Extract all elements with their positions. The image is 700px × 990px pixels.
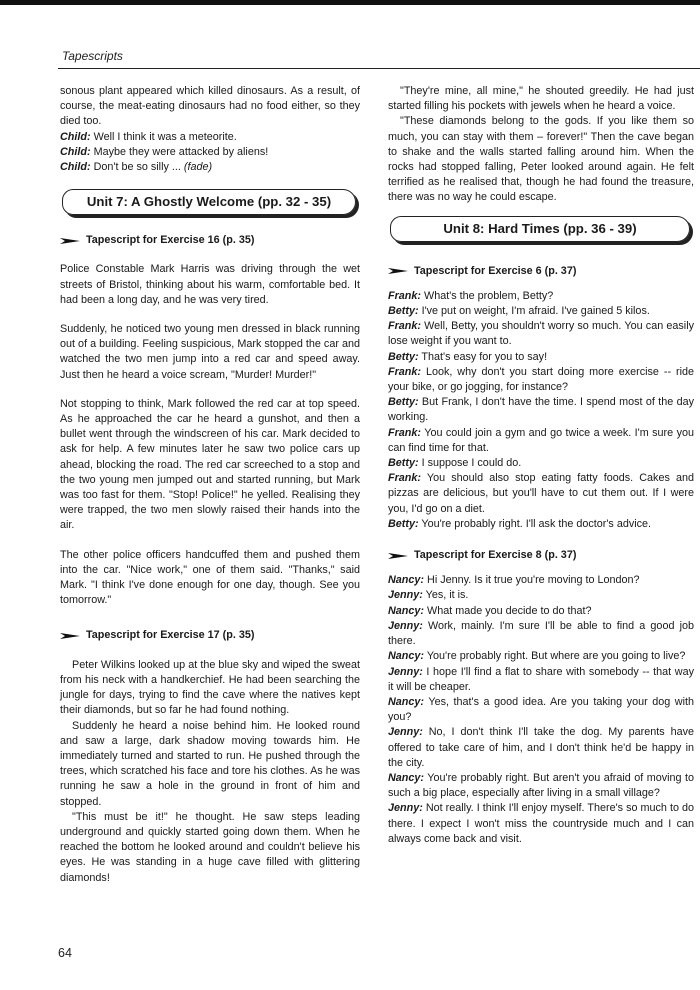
line-text: Hi Jenny. Is it true you're moving to London?: [424, 574, 640, 587]
speaker: Betty:: [388, 350, 419, 363]
line-text: Well, Betty, you shouldn't worry so much. You can easily lose weight if you want to.: [388, 320, 694, 348]
exercise-6-title: [388, 264, 694, 279]
line-text: What's the problem, Betty?: [421, 289, 554, 302]
arrow-icon: [60, 631, 80, 641]
header-rule: [58, 68, 700, 69]
line-text: That's easy for you to say!: [418, 350, 548, 363]
line-text: What made you decide to do that?: [424, 604, 592, 617]
line-text: Work, mainly. I'm sure I'll be able to find a good job there.: [388, 619, 694, 648]
dialogue-line: [388, 573, 694, 588]
speaker: Nancy:: [388, 771, 425, 784]
dialogue-line: [60, 130, 360, 145]
stage-direction: (fade): [183, 161, 213, 174]
speaker: Nancy:: [388, 574, 425, 587]
line-text: Not really. I think I'll enjoy myself. There's so much to do there. I expect I won't miss the countryside much and I can always come back and visit.: [388, 802, 694, 845]
story-paragraph: "These diamonds belong to the gods. If you like them so much, you can stay with them – forever!" Then the cave began to shake and the walls started falling around him. When the rocks had stopped falling, Peter looked around again. He felt terrified as he realised that, though he had found the treasure, there was no way he could escape.: [388, 115, 694, 204]
dialogue-line: [388, 426, 694, 456]
story-paragraph: Police Constable Mark Harris was driving through the wet streets of Bristol, thinking about his warm, comfortable bed. It had been a long day, and he was very tired.: [60, 263, 360, 306]
story-paragraph: Suddenly he heard a noise behind him. He looked round and saw a large, dark shadow moving towards him. He immediately turned and started to run. He pushed through the trees, which scratched his face and tore his clothes. As he was running he saw a hole in the ground in front of him and stopped.: [60, 719, 360, 808]
exercise-16-title: [60, 233, 360, 248]
unit-7-heading: Unit 7: A Ghostly Welcome (pp. 32 - 35): [62, 189, 356, 215]
dialogue-nancy-jenny: [388, 573, 694, 847]
right-column: [388, 84, 694, 847]
story-paragraph: Not stopping to think, Mark followed the red car at top speed. As he approached the car he heard a gunshot, and then a bullet went through the windscreen of his car. Mark decided to ask for help. A few minutes later he saw two police cars up ahead, blocking the road. The red car screeched to a stop and the two young men jumped out and started running, but Mark was too fast for them. "Stop! Police!" he yelled. Realising they were trapped, the two men slowly raised their hands into the air.: [60, 397, 360, 532]
speaker: Nancy:: [388, 604, 425, 617]
speaker: Child:: [60, 130, 91, 143]
speaker: Betty:: [388, 396, 419, 409]
speaker: Jenny:: [388, 802, 423, 815]
dialogue-line: [388, 289, 694, 304]
speaker: Nancy:: [388, 695, 425, 708]
dialogue-line: [388, 604, 694, 619]
speaker: Child:: [60, 145, 91, 158]
dialogue-line: [60, 145, 360, 160]
dialogue-line: [388, 304, 694, 319]
speaker: Frank:: [388, 426, 421, 439]
dialogue-frank-betty: [388, 289, 694, 532]
speaker: Jenny:: [388, 589, 423, 602]
dialogue-line: [388, 395, 694, 425]
line-text: I suppose I could do.: [418, 457, 522, 470]
exercise-8-title: [388, 548, 694, 563]
line-text: I hope I'll find a flat to share with somebody -- that way it will be cheaper.: [388, 665, 694, 693]
dialogue-line: [388, 725, 694, 771]
speaker: Betty:: [388, 305, 419, 318]
dialogue-line: [388, 649, 694, 664]
dialogue-line: [388, 517, 694, 532]
left-column: [60, 84, 360, 886]
story-paragraph: Suddenly, he noticed two young men dressed in black running out of a building. Feeling suspicious, Mark stopped the car and watched the two men jump into a red car and speed away. Just then he heard a voice scream, "Murder! Murder!": [60, 323, 360, 381]
intro-paragraph: sonous plant appeared which killed dinosaurs. As a result, of course, the meat-eating dinosaurs had no food either, so they died too.: [60, 85, 360, 128]
arrow-icon: [388, 551, 408, 561]
unit-8-heading: Unit 8: Hard Times (pp. 36 - 39): [390, 216, 690, 242]
dialogue-line: [388, 665, 694, 695]
story-paragraph: "This must be it!" he thought. He saw steps leading underground and quickly started going down them. When he reached the bottom he looked around and couldn't believe his eyes. He was standing in a huge cave filled with glittering diamonds!: [60, 810, 360, 884]
story-paragraph: "They're mine, all mine," he shouted greedily. He had just started filling his pockets with jewels when he heard a voice.: [388, 85, 694, 113]
speaker: Frank:: [388, 365, 421, 378]
speaker: Frank:: [388, 472, 421, 485]
dialogue-line: [388, 771, 694, 801]
running-head: Tapescripts: [62, 49, 123, 63]
exercise-17-title: [60, 628, 360, 643]
dialogue-line: [388, 619, 694, 649]
arrow-icon: [60, 236, 80, 246]
line-text: Yes, that's a good idea. Are you taking your dog with you?: [388, 695, 694, 724]
line-text: Yes, it is.: [422, 589, 469, 602]
line-text: No, I don't think I'll take the dog. My parents have offered to take care of him, and I don't think he'd be happy in the city.: [388, 726, 694, 769]
line-text: I've put on weight, I'm afraid. I've gained 5 kilos.: [418, 305, 650, 318]
dialogue-line: [388, 350, 694, 365]
speaker: Nancy:: [388, 650, 425, 663]
line-text: You're probably right. But aren't you afraid of moving to such a big place, especially after living in a small village?: [388, 771, 694, 800]
intro-dialogue: [60, 130, 360, 176]
speaker: Jenny:: [388, 665, 423, 678]
dialogue-line: [388, 365, 694, 395]
dialogue-line: [388, 695, 694, 725]
line-text: But Frank, I don't have the time. I spend most of the day working.: [388, 396, 694, 424]
dialogue-line: [388, 456, 694, 471]
dialogue-line: [60, 160, 360, 175]
exercise-title-text: Tapescript for Exercise 6 (p. 37): [414, 264, 577, 277]
arrow-icon: [388, 266, 408, 276]
speaker: Frank:: [388, 320, 421, 333]
dialogue-line: [388, 319, 694, 349]
story-paragraph: The other police officers handcuffed them and pushed them into the car. "Nice work," one of them said. "Thanks," said Mark. "I think I've done enough for one day, though. See you tomorrow.": [60, 548, 360, 607]
speaker: Betty:: [388, 517, 419, 530]
dialogue-line: [388, 471, 694, 517]
page-number: 64: [58, 946, 72, 960]
top-border: [0, 0, 700, 5]
dialogue-line: [388, 588, 694, 603]
line-text: Maybe they were attacked by aliens!: [90, 145, 269, 158]
exercise-title-text: Tapescript for Exercise 16 (p. 35): [86, 234, 255, 247]
exercise-title-text: Tapescript for Exercise 8 (p. 37): [414, 549, 577, 562]
dialogue-line: [388, 801, 694, 847]
line-text: You could join a gym and go twice a week. I'm sure you can find time for that.: [388, 426, 694, 454]
story-paragraph: Peter Wilkins looked up at the blue sky and wiped the sweat from his neck with a handkerchief. He had been searching the jungle for days, trying to find the cave where the natives kept their diamonds, but so far he had found nothing.: [60, 658, 360, 717]
exercise-title-text: Tapescript for Exercise 17 (p. 35): [86, 629, 255, 642]
speaker: Frank:: [388, 289, 421, 302]
speaker: Jenny:: [388, 726, 423, 739]
speaker: Child:: [60, 161, 91, 174]
line-text: You're probably right. But where are you going to live?: [424, 650, 686, 663]
line-text: Look, why don't you start doing more exercise -- ride your bike, or go jogging, for instance?: [388, 365, 694, 394]
line-text: You should also stop eating fatty foods. Cakes and pizzas are delicious, but you'll have to cut them out. If I were you, I'd go on a diet.: [388, 472, 694, 515]
line-text: You're probably right. I'll ask the doctor's advice.: [418, 517, 652, 530]
speaker: Jenny:: [388, 619, 423, 632]
speaker: Betty:: [388, 457, 419, 470]
line-text: Well I think it was a meteorite.: [90, 130, 237, 143]
line-text: Don't be so silly ...: [90, 161, 184, 174]
